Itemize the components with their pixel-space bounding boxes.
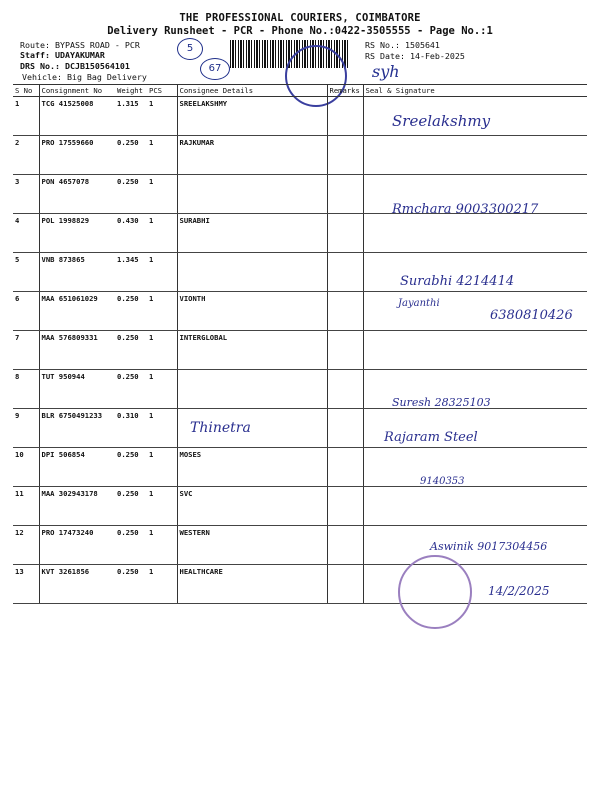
col-consignment: Consignment No	[39, 85, 115, 97]
row-remarks	[327, 136, 363, 175]
row-sno: 10	[13, 448, 39, 487]
row-consignment: MAA 651061029	[39, 292, 115, 331]
row-signature	[363, 565, 587, 604]
row-weight: 1.315	[115, 97, 147, 136]
row-pcs: 1	[147, 136, 177, 175]
row-consignee	[177, 253, 327, 292]
row-signature	[363, 331, 587, 370]
row-weight: 0.250	[115, 487, 147, 526]
row-pcs: 1	[147, 448, 177, 487]
row-weight: 0.250	[115, 331, 147, 370]
drs-label: DRS No.: DCJB150564101	[20, 61, 130, 71]
row-sno: 5	[13, 253, 39, 292]
handwriting-row10: 9140353	[420, 476, 465, 487]
row-consignment: KVT 3261856	[39, 565, 115, 604]
table-row	[13, 370, 587, 409]
row-sno: 13	[13, 565, 39, 604]
row-pcs: 1	[147, 565, 177, 604]
row-remarks	[327, 487, 363, 526]
row-weight: 0.250	[115, 448, 147, 487]
table-row	[13, 214, 587, 253]
row-remarks	[327, 97, 363, 136]
company-title: THE PROFESSIONAL COURIERS, COIMBATORE	[179, 12, 421, 24]
row-signature	[363, 448, 587, 487]
row-consignment: BLR 6750491233	[39, 409, 115, 448]
runsheet-table	[13, 84, 587, 604]
handwriting-row1: Sreelakshmy	[392, 112, 491, 130]
row-consignment: PRO 17559660	[39, 136, 115, 175]
table-row	[13, 97, 587, 136]
row-sno: 9	[13, 409, 39, 448]
row-sno: 4	[13, 214, 39, 253]
seal-stamp-bottom	[398, 555, 472, 629]
row-pcs: 1	[147, 292, 177, 331]
row-weight: 0.310	[115, 409, 147, 448]
row-consignment: POL 1998829	[39, 214, 115, 253]
header-signature: ꜱyh	[372, 62, 400, 81]
col-remarks: Remarks	[327, 85, 363, 97]
row-remarks	[327, 370, 363, 409]
row-weight: 0.250	[115, 175, 147, 214]
row-consignee: SREELAKSHMY	[177, 97, 327, 136]
row-consignee: WESTERN	[177, 526, 327, 565]
row-weight: 0.250	[115, 370, 147, 409]
circled-number-2: 67	[200, 58, 230, 80]
row-sno: 7	[13, 331, 39, 370]
handwriting-row6: Surabhi 4214414	[400, 274, 515, 289]
row-consignment: VNB 873865	[39, 253, 115, 292]
row-sno: 12	[13, 526, 39, 565]
table-row	[13, 448, 587, 487]
row-consignee	[177, 175, 327, 214]
col-sno: S No	[13, 85, 39, 97]
row-remarks	[327, 526, 363, 565]
row-consignment: MAA 302943178	[39, 487, 115, 526]
handwriting-row8: Suresh 28325103	[392, 396, 491, 409]
row-remarks	[327, 409, 363, 448]
row-consignment: PON 4657078	[39, 175, 115, 214]
rs-date: RS Date: 14-Feb-2025	[365, 51, 465, 61]
row-remarks	[327, 175, 363, 214]
row-consignee	[177, 370, 327, 409]
row-remarks	[327, 214, 363, 253]
staff-label: Staff: UDAYAKUMAR	[20, 50, 105, 60]
row-remarks	[327, 331, 363, 370]
route-label: Route: BYPASS ROAD - PCR	[20, 40, 140, 50]
row-weight: 0.250	[115, 292, 147, 331]
row-weight: 0.250	[115, 565, 147, 604]
handwriting-row6b: Jayanthi	[398, 298, 440, 309]
row-weight: 1.345	[115, 253, 147, 292]
col-signature: Seal & Signature	[363, 85, 587, 97]
row-remarks	[327, 448, 363, 487]
table-row	[13, 136, 587, 175]
table-row	[13, 409, 587, 448]
handwriting-row4: Rmchara 9003300217	[392, 202, 539, 217]
row-weight: 0.250	[115, 136, 147, 175]
row-pcs: 1	[147, 526, 177, 565]
row-consignment: TUT 950944	[39, 370, 115, 409]
row-consignee: RAJKUMAR	[177, 136, 327, 175]
table-header-row	[13, 85, 587, 97]
row-consignee: MOSES	[177, 448, 327, 487]
row-pcs: 1	[147, 97, 177, 136]
row-sno: 8	[13, 370, 39, 409]
handwriting-row6c: 6380810426	[490, 308, 573, 323]
row-pcs: 1	[147, 331, 177, 370]
row-pcs: 1	[147, 370, 177, 409]
row-sno: 2	[13, 136, 39, 175]
row-pcs: 1	[147, 214, 177, 253]
row-consignment: PRO 17473240	[39, 526, 115, 565]
row-pcs: 1	[147, 409, 177, 448]
table-row	[13, 487, 587, 526]
col-weight: Weight	[115, 85, 147, 97]
row-remarks	[327, 565, 363, 604]
row-weight: 0.250	[115, 526, 147, 565]
row-consignee: SVC	[177, 487, 327, 526]
circled-number: 5	[177, 38, 203, 60]
row-consignment: MAA 576809331	[39, 331, 115, 370]
row-sno: 3	[13, 175, 39, 214]
row-sno: 11	[13, 487, 39, 526]
row-consignee: VIONTH	[177, 292, 327, 331]
col-consignee: Consignee Details	[177, 85, 327, 97]
row-weight: 0.430	[115, 214, 147, 253]
row-sno: 6	[13, 292, 39, 331]
row-signature	[363, 487, 587, 526]
row-pcs: 1	[147, 253, 177, 292]
handwriting-row13-date: 14/2/2025	[488, 584, 550, 598]
row-consignee: HEALTHCARE	[177, 565, 327, 604]
row-sno: 1	[13, 97, 39, 136]
row-pcs: 1	[147, 175, 177, 214]
vehicle-label: Vehicle: Big Bag Delivery	[22, 72, 147, 82]
row-consignee: INTERGLOBAL	[177, 331, 327, 370]
row-consignee: SURABHI	[177, 214, 327, 253]
col-pcs: PCS	[147, 85, 177, 97]
handwriting-row9-name: Thinetra	[190, 420, 251, 436]
runsheet-subtitle: Delivery Runsheet - PCR - Phone No.:0422-3505555 - Page No.:1	[107, 25, 493, 37]
row-pcs: 1	[147, 487, 177, 526]
table-row	[13, 331, 587, 370]
handwriting-row9: Rajaram Steel	[384, 430, 478, 445]
row-consignment: TCG 41525008	[39, 97, 115, 136]
row-consignment: DPI 506854	[39, 448, 115, 487]
row-remarks	[327, 292, 363, 331]
handwriting-row12: Aswinik 9017304456	[430, 540, 548, 553]
row-signature	[363, 214, 587, 253]
rs-number: RS No.: 1505641	[365, 40, 440, 50]
row-signature	[363, 136, 587, 175]
row-remarks	[327, 253, 363, 292]
